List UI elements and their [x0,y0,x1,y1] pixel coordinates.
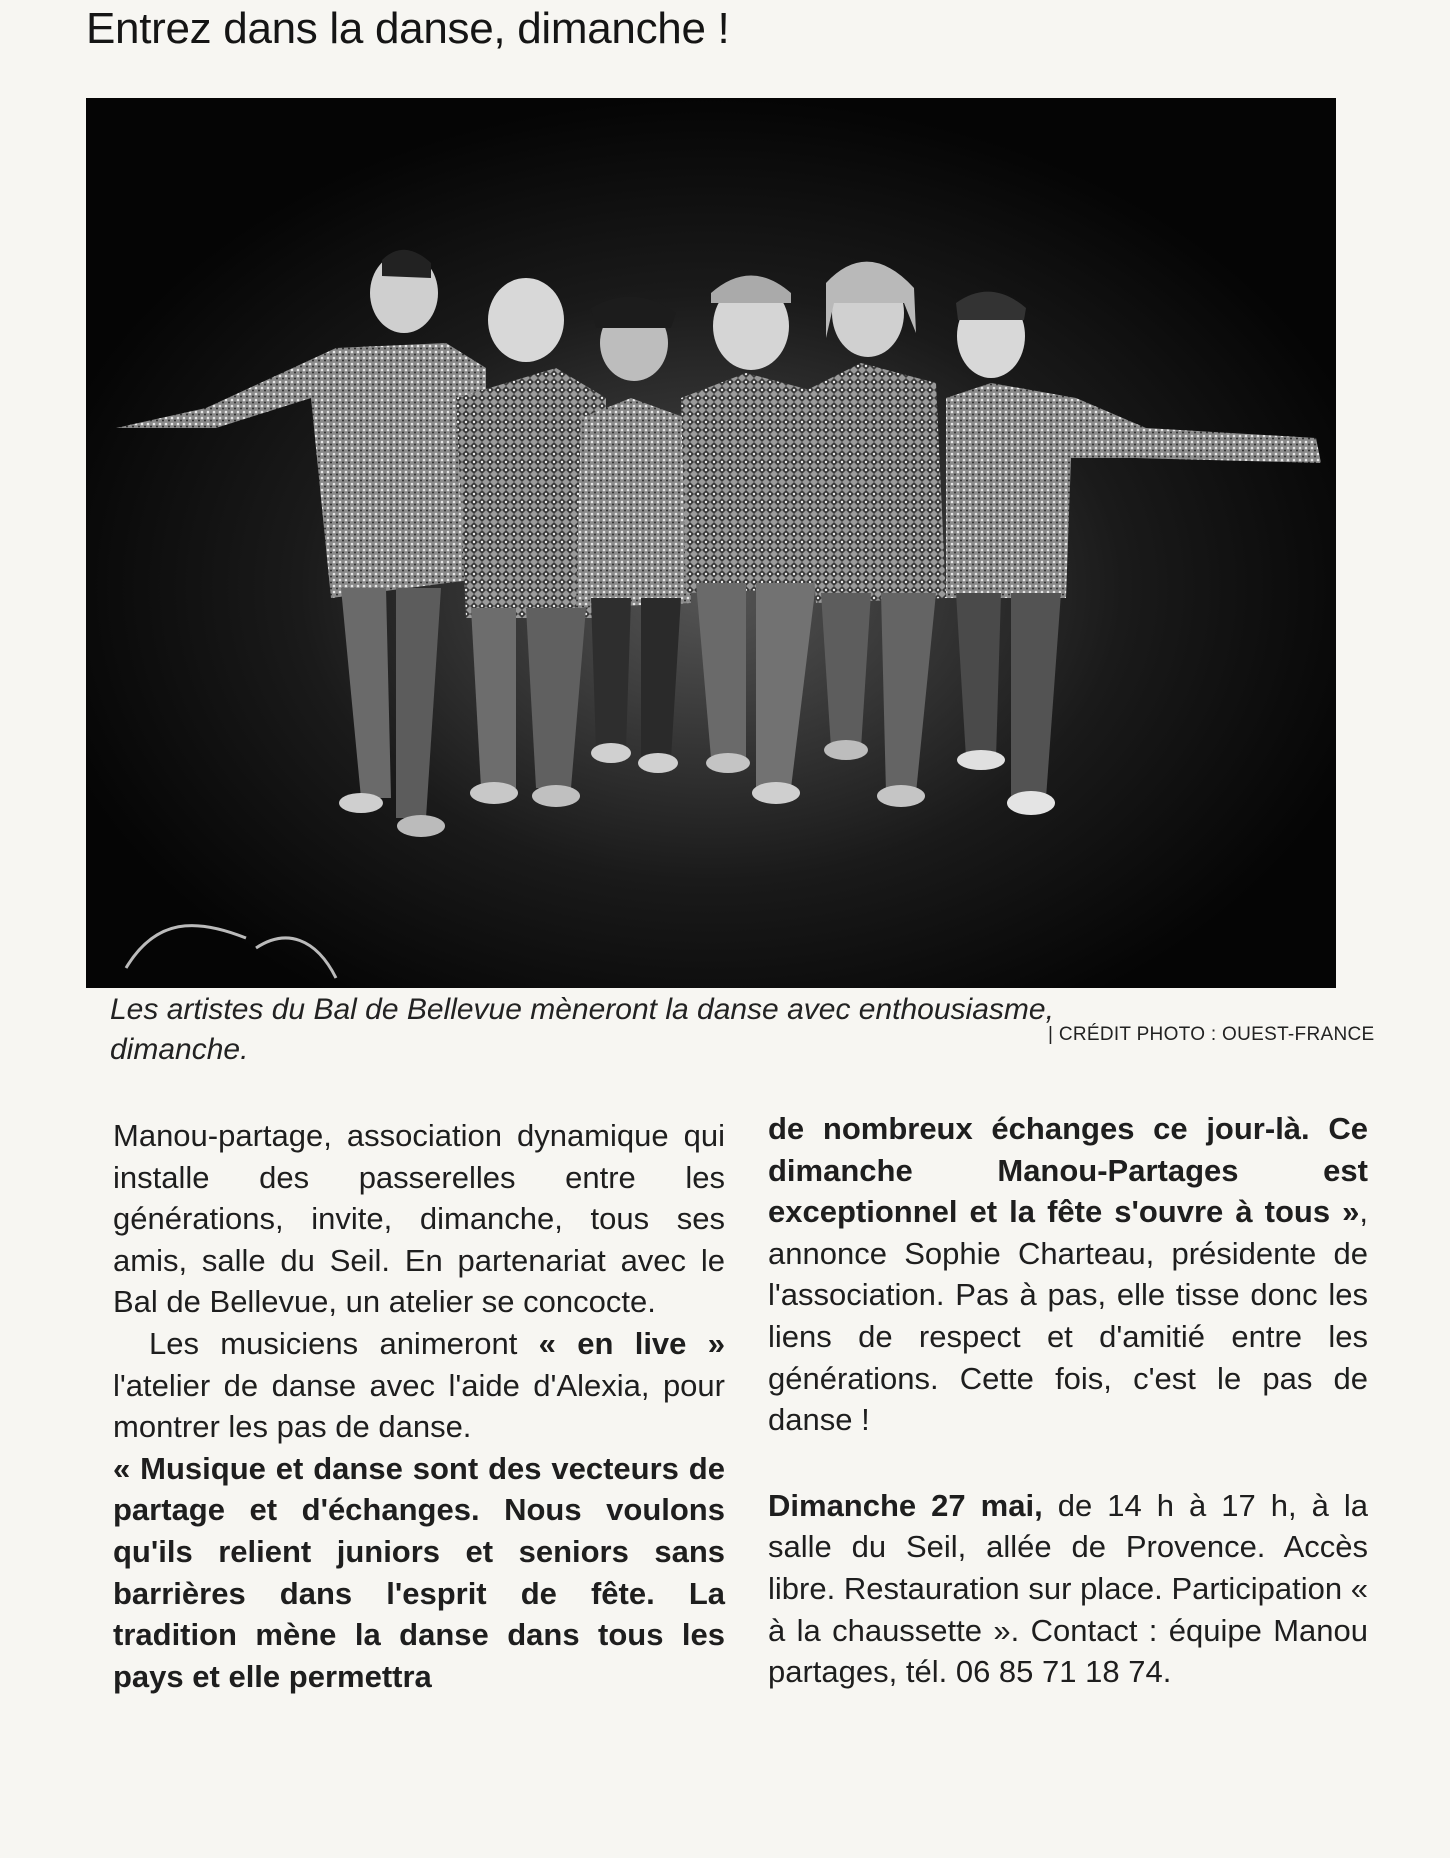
musicians-text: Les musiciens animeront [149,1325,539,1361]
event-details: de 14 h à 17 h, à la salle du Seil, allée de Provence. Accès libre. Restauration sur place. Participation « à la chaussette ». Contact : équipe Manou partages, tél. 06 85 71 18 74. [768,1487,1368,1690]
right-column [768,1108,1368,1693]
photo-caption: Les artistes du Bal de Bellevue mèneront la danse avec enthousiasme, dimanche. [110,993,1054,1066]
event-info-paragraph [768,1485,1368,1693]
musicians-paragraph [113,1323,725,1448]
quote-continuation: de nombreux échanges ce jour-là. Ce dimanche Manou-Partages est exceptionnel et la fête s'ouvre à tous » [768,1111,1368,1230]
headline: Entrez dans la danse, dimanche ! [86,4,730,53]
president-text: , annonce Sophie Charteau, présidente de l'association. Pas à pas, elle tisse donc les liens de respect et d'amitié entre les générations. Cette fois, c'est le pas de danse ! [768,1194,1368,1438]
en-live-emphasis: « en live » [538,1325,725,1361]
quote-continuation-paragraph [768,1108,1368,1441]
musicians-text-end: l'atelier de danse avec l'aide d'Alexia, pour montrer les pas de danse. [113,1367,725,1445]
photo-credit: | CRÉDIT PHOTO : OUEST-FRANCE [1048,1024,1375,1045]
left-column [113,1115,725,1697]
quote-paragraph: « Musique et danse sont des vecteurs de partage et d'échanges. Nous voulons qu'ils relient juniors et seniors sans barrières dans l'esprit de fête. La tradition mène la danse dans tous les pays et elle permettra [113,1450,725,1694]
photo-of-six-dancers-icon [86,98,1336,988]
event-date: Dimanche 27 mai, [768,1487,1043,1523]
intro-paragraph: Manou-partage, association dynamique qui installe des passerelles entre les générations, invite, dimanche, tous ses amis, salle du Seil. En partenariat avec le Bal de Bellevue, un atelier se concocte. [113,1118,725,1320]
